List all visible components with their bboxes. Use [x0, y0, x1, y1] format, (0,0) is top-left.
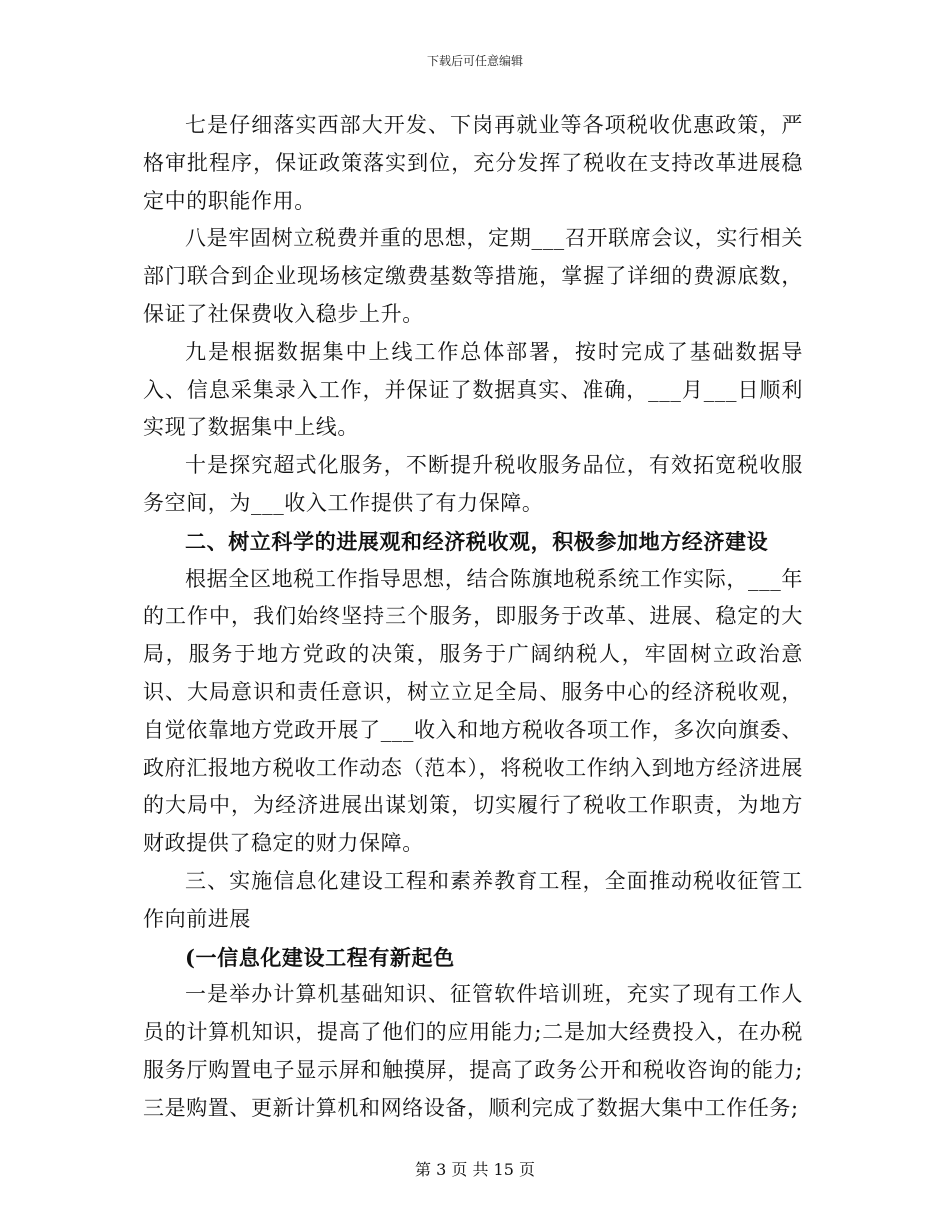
- page-header-note: 下载后可任意编辑: [426, 54, 523, 68]
- section-heading-2: 二、树立科学的进展观和经济税收观，积极参加地方经济建设: [185, 528, 769, 554]
- subsection-heading-1: (一信息化建设工程有新起色: [185, 944, 455, 970]
- document-body: [143, 107, 803, 1128]
- paragraph-item-7: 七是仔细落实西部大开发、下岗再就业等各项税收优惠政策，严格审批程序，保证政策落实到位，充分发挥了税收在支持改革进展稳定中的职能作用。: [143, 113, 803, 213]
- page-number-footer: 第 3 页 共 15 页: [415, 1160, 535, 1179]
- subsection-1-body: 一是举办计算机基础知识、征管软件培训班，充实了现有工作人员的计算机知识，提高了他们的应用能力;二是加大经费投入，在办税服务厅购置电子显示屏和触摸屏，提高了政务公开和税收咨询的能力;三是购置、更新计算机和网络设备，顺利完成了数据大集中工作任务;: [143, 982, 803, 1120]
- section-2-body: 根据全区地税工作指导思想，结合陈旗地税系统工作实际，___年的工作中，我们始终坚持三个服务，即服务于改革、进展、稳定的大局，服务于地方党政的决策，服务于广阔纳税人，牢固树立政治意识、大局意识和责任意识，树立立足全局、服务中心的经济税收观，自觉依靠地方党政开展了___收入和地方税收各项工作，多次向旗委、政府汇报地方税收工作动态（范本），将税收工作纳入到地方经济进展的大局中，为经济进展出谋划策，切实履行了税收工作职责，为地方财政提供了稳定的财力保障。: [143, 566, 803, 856]
- section-heading-3: 三、实施信息化建设工程和素养教育工程，全面推动税收征管工作向前进展: [143, 868, 803, 931]
- paragraph-item-8: 八是牢固树立税费并重的思想，定期___召开联席会议，实行相关部门联合到企业现场核定缴费基数等措施，掌握了详细的费源底数，保证了社保费收入稳步上升。: [143, 226, 803, 326]
- paragraph-item-10: 十是探究超式化服务，不断提升税收服务品位，有效拓宽税收服务空间，为___收入工作提供了有力保障。: [143, 453, 803, 515]
- paragraph-item-9: 九是根据数据集中上线工作总体部署，按时完成了基础数据导入、信息采集录入工作，并保证了数据真实、准确，___月___日顺利实现了数据集中上线。: [143, 339, 803, 440]
